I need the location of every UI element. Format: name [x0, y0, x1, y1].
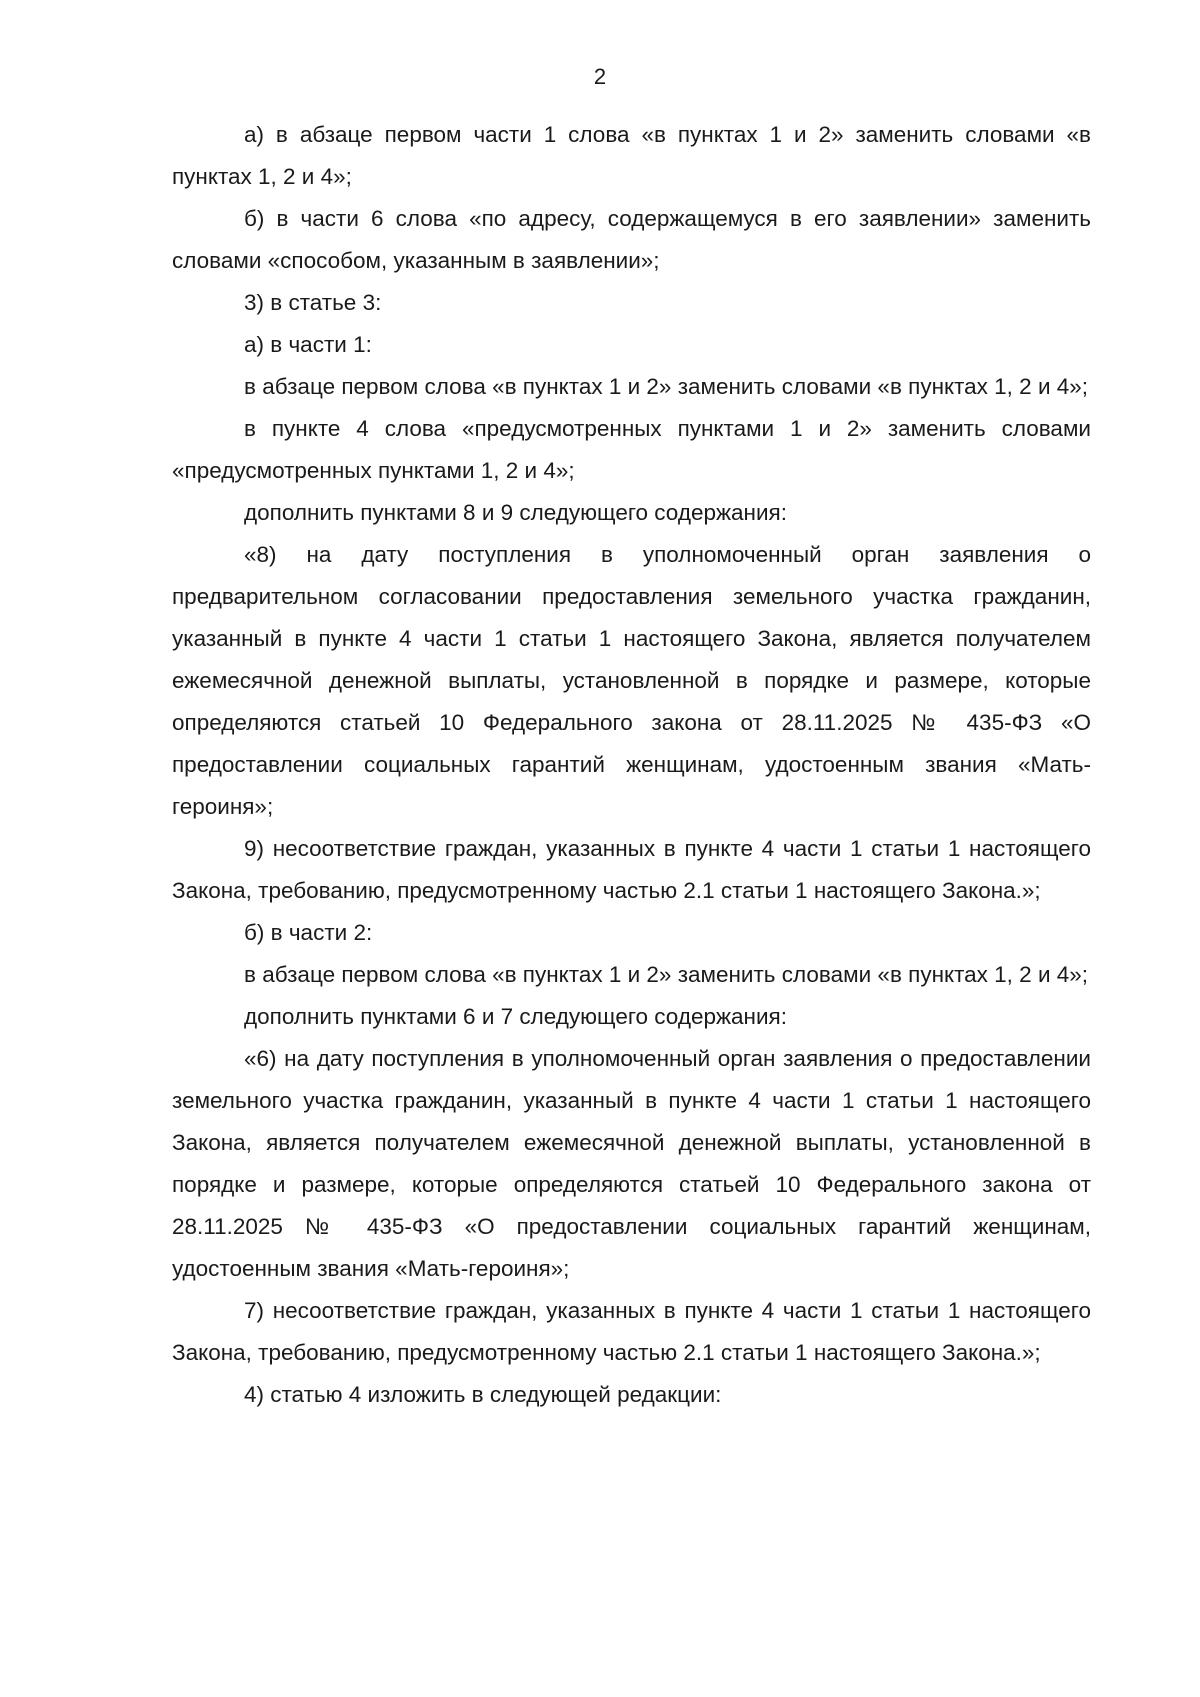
paragraph-add-punkts-6-7: дополнить пунктами 6 и 7 следующего содержания: — [244, 1004, 787, 1029]
paragraph-punkt-4: в пункте 4 слова «предусмотренных пунктами 1 и 2» заменить словами «предусмотренных пунктами 1, 2 и 4»; — [172, 416, 1091, 483]
paragraph-add-punkts-8-9: дополнить пунктами 8 и 9 следующего содержания: — [244, 500, 787, 525]
paragraph-punkt-9: 9) несоответствие граждан, указанных в пункте 4 части 1 статьи 1 настоящего Закона, требованию, предусмотренному частью 2.1 статьи 1 настоящего Закона.»; — [172, 836, 1091, 903]
paragraph-punkt-6: «6) на дату поступления в уполномоченный орган заявления о предоставлении земельного участка гражданин, указанный в пункте 4 части 1 статьи 1 настоящего Закона, является получателем ежемесячной денежной выплаты, установленной в порядке и размере, которые определяются статьей 10 Федерального закона от 28.11.2025 № 435-ФЗ «О предоставлении социальных гарантий женщинам, удостоенным звания «Мать-героиня»; — [172, 1046, 1091, 1281]
paragraph-punkt-8: «8) на дату поступления в уполномоченный орган заявления о предварительном согласовании предоставления земельного участка гражданин, указанный в пункте 4 части 1 статьи 1 настоящего Закона, является получателем ежемесячной денежной выплаты, установленной в порядке и размере, которые определяются статьей 10 Федерального закона от 28.11.2025 № 435-ФЗ «О предоставлении социальных гарантий женщинам, удостоенным звания «Мать-героиня»; — [172, 542, 1091, 819]
paragraph-article-3: 3) в статье 3: — [244, 290, 382, 315]
page-number: 2 — [593, 64, 607, 89]
paragraph-article-3-part-1: а) в части 1: — [244, 332, 372, 357]
document-body — [172, 114, 1091, 1416]
paragraph-article-4: 4) статью 4 изложить в следующей редакции: — [244, 1382, 722, 1407]
paragraph-first-abzats-part-2: в абзаце первом слова «в пунктах 1 и 2» заменить словами «в пунктах 1, 2 и 4»; — [244, 962, 1089, 987]
paragraph-first-abzats: в абзаце первом слова «в пунктах 1 и 2» заменить словами «в пунктах 1, 2 и 4»; — [244, 374, 1089, 399]
paragraph-article-3-part-2: б) в части 2: — [244, 920, 373, 945]
paragraph-amend-1a: а) в абзаце первом части 1 слова «в пунктах 1 и 2» заменить словами «в пунктах 1, 2 и 4»; — [172, 122, 1091, 189]
paragraph-amend-1b: б) в части 6 слова «по адресу, содержащемуся в его заявлении» заменить словами «способом, указанным в заявлении»; — [172, 206, 1091, 273]
paragraph-punkt-7: 7) несоответствие граждан, указанных в пункте 4 части 1 статьи 1 настоящего Закона, требованию, предусмотренному частью 2.1 статьи 1 настоящего Закона.»; — [172, 1298, 1091, 1365]
